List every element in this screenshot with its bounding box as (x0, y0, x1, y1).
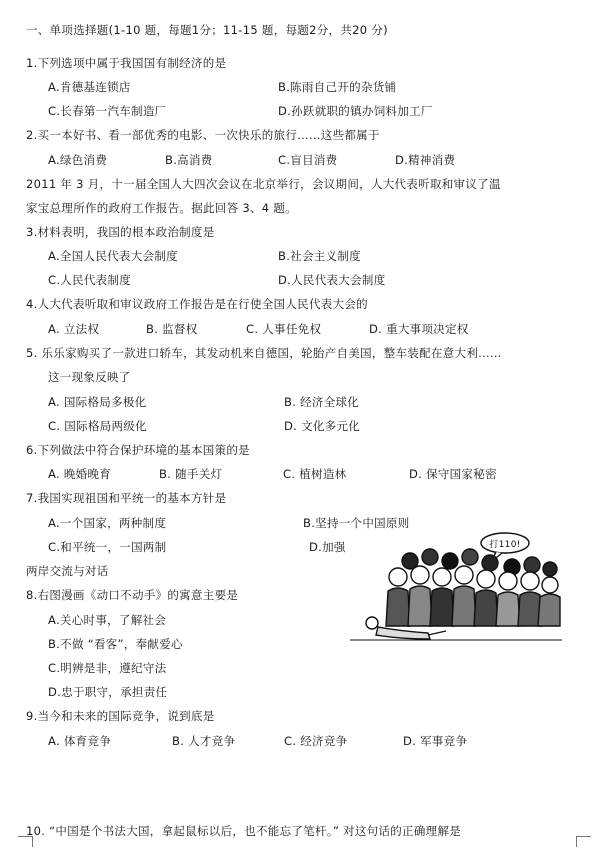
question-2-stem: 2.买一本好书、看一部优秀的电影、一次快乐的旅行……这些都属于 (26, 128, 380, 142)
q8-option-c: C.明辨是非，遵纪守法 (48, 661, 167, 675)
question-9-stem: 9.当今和未来的国际竞争，说到底是 (26, 709, 215, 723)
question-5-stem-cont: 这一现象反映了 (48, 370, 131, 384)
q8-option-d: D.忠于职守，承担责任 (48, 685, 168, 699)
question-7-stem: 7.我国实现祖国和平统一的基本方针是 (26, 491, 227, 505)
crop-mark-right (576, 836, 591, 847)
q7-option-b: B.坚持一个中国原则 (303, 516, 410, 530)
q7-option-d-continued: 两岸交流与对话 (26, 564, 109, 578)
q1-option-b: B.陈雨自己开的杂货铺 (278, 80, 397, 94)
q9-option-a: A. 体育竞争 (48, 734, 112, 748)
q3-option-c: C.人民代表制度 (48, 273, 132, 287)
q5-option-b: B. 经济全球化 (284, 395, 360, 409)
q6-option-d: D. 保守国家秘密 (409, 467, 497, 481)
crop-mark-left (18, 836, 33, 847)
material-line-1: 2011 年 3 月，十一届全国人大四次会议在北京举行，会议期间，人大代表听取和审议了温 (26, 177, 501, 191)
q3-option-b: B.社会主义制度 (278, 249, 361, 263)
q5-option-d: D. 文化多元化 (284, 419, 361, 433)
q2-option-d: D.精神消费 (395, 153, 456, 167)
q9-option-d: D. 军事竞争 (403, 734, 468, 748)
q1-option-d: D.孙跃就职的镇办饲料加工厂 (278, 104, 433, 118)
question-4-stem: 4.人大代表听取和审议政府工作报告是在行使全国人民代表大会的 (26, 297, 368, 311)
q1-option-a: A.肯德基连锁店 (48, 80, 131, 94)
cartoon-illustration (350, 531, 562, 641)
q7-option-c: C.和平统一，一国两制 (48, 540, 167, 554)
question-10-stem: 10. “中国是个书法大国，拿起鼠标以后，也不能忘了笔杆。” 对这句话的正确理解是 (26, 824, 462, 838)
q7-option-a: A.一个国家，两种制度 (48, 516, 167, 530)
speech-bubble-text: 打110! (489, 540, 521, 550)
section-title: 一、单项选择题(1-10 题，每题1分；11-15 题，每题2分，共20 分) (26, 23, 388, 37)
q8-option-b: B.不做 “看客”，奉献爱心 (48, 637, 183, 651)
q3-option-a: A.全国人民代表大会制度 (48, 249, 178, 263)
material-line-2: 家宝总理所作的政府工作报告。据此回答 3、4 题。 (26, 201, 297, 215)
q4-option-c: C. 人事任免权 (246, 322, 322, 336)
q4-option-d: D. 重大事项决定权 (369, 322, 469, 336)
q6-option-b: B. 随手关灯 (159, 467, 223, 481)
question-3-stem: 3.材料表明，我国的根本政治制度是 (26, 225, 215, 239)
q1-option-c: C.长春第一汽车制造厂 (48, 104, 167, 118)
q3-option-d: D.人民代表大会制度 (278, 273, 386, 287)
q8-option-a: A.关心时事，了解社会 (48, 613, 167, 627)
q9-option-b: B. 人才竞争 (172, 734, 236, 748)
q5-option-a: A. 国际格局多极化 (48, 395, 147, 409)
q2-option-a: A.绿色消费 (48, 153, 108, 167)
q6-option-a: A. 晚婚晚育 (48, 467, 112, 481)
q5-option-c: C. 国际格局两级化 (48, 419, 147, 433)
q4-option-b: B. 监督权 (146, 322, 198, 336)
q9-option-c: C. 经济竞争 (284, 734, 348, 748)
question-8-stem: 8.右图漫画《动口不动手》的寓意主要是 (26, 588, 239, 602)
q6-option-c: C. 植树造林 (283, 467, 347, 481)
q7-option-d: D.加强 (309, 540, 346, 554)
q4-option-a: A. 立法权 (48, 322, 100, 336)
q2-option-b: B.高消费 (165, 153, 213, 167)
question-6-stem: 6.下列做法中符合保护环境的基本国策的是 (26, 443, 250, 457)
question-1-stem: 1.下列选项中属于我国国有制经济的是 (26, 56, 227, 70)
q2-option-c: C.盲目消费 (278, 153, 338, 167)
question-5-stem: 5. 乐乐家购买了一款进口轿车，其发动机来自德国，轮胎产自美国，整车装配在意大利…… (26, 346, 502, 360)
